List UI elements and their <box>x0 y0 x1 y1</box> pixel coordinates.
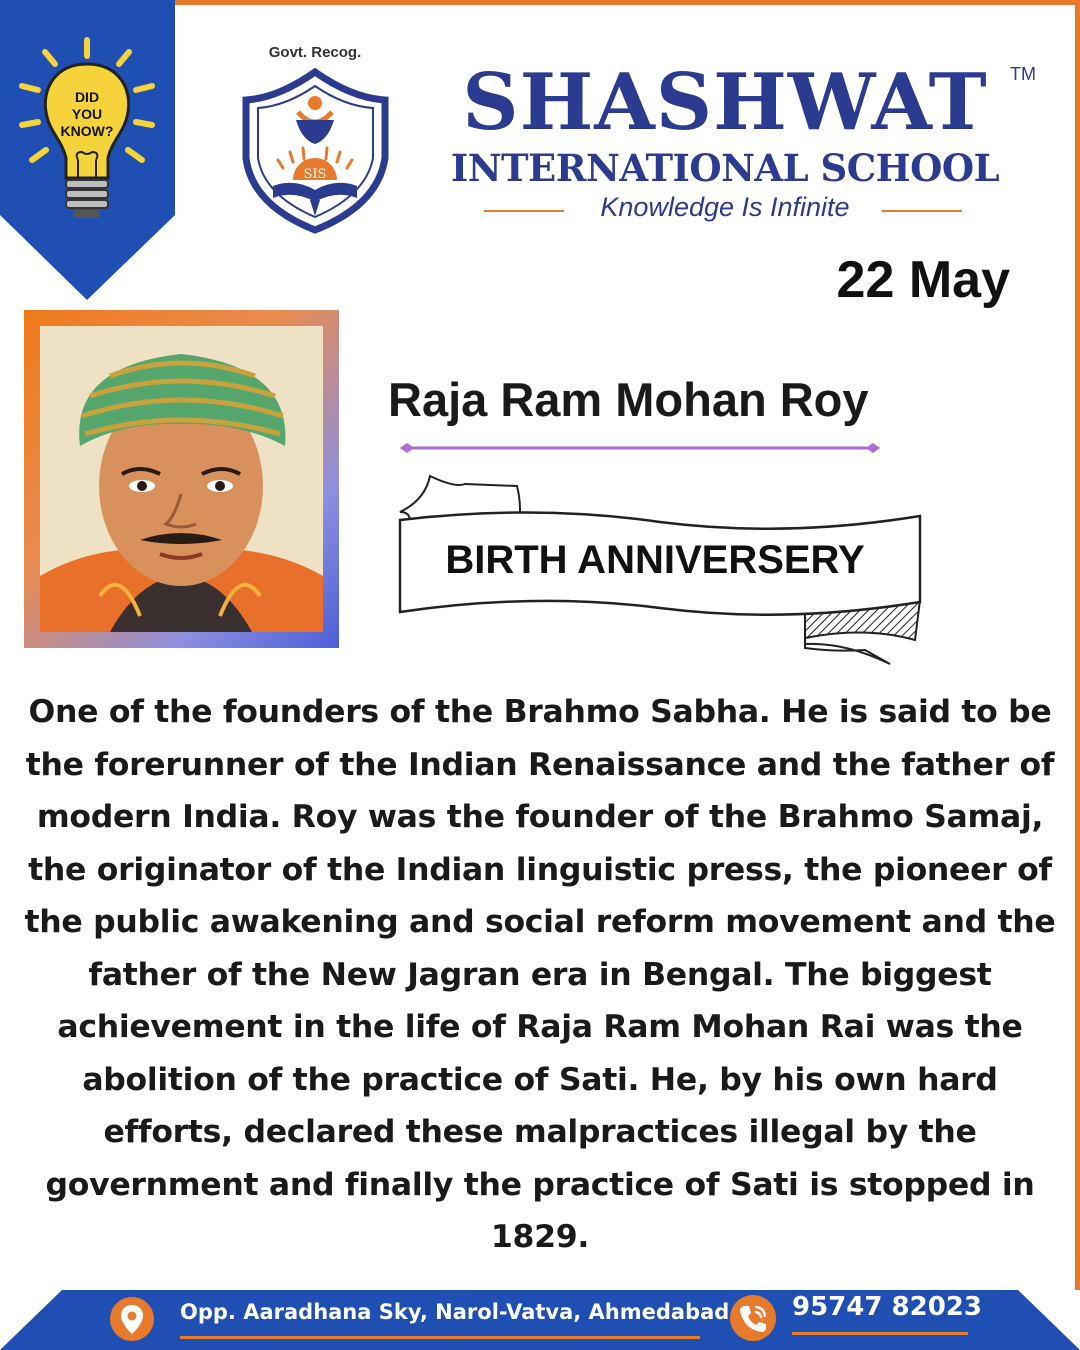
phone-call-icon <box>728 1293 778 1343</box>
occasion-label: BIRTH ANNIVERSERY <box>445 538 865 582</box>
tagline-rule-right <box>882 210 962 212</box>
person-name: Raja Ram Mohan Roy <box>388 373 869 426</box>
school-subtitle: INTERNATIONAL SCHOOL <box>450 146 1000 190</box>
banner-text-line3: KNOW? <box>60 123 114 139</box>
footer-address: Opp. Aaradhana Sky, Narol-Vatva, Ahmedabad <box>180 1300 730 1324</box>
right-border <box>1075 0 1080 1290</box>
school-emblem <box>238 40 393 235</box>
school-wordmark <box>440 57 1040 232</box>
portrait-frame <box>24 310 339 648</box>
footer-phone: 95747 82023 <box>792 1292 982 1322</box>
biography-text: One of the founders of the Brahmo Sabha. He is said to be the forerunner of the Indian Renaissance and the father of modern India. Roy was the founder of the Brahmo Samaj, the originator of the Indian linguistic press, the pioneer of the public awakening and social reform movement and the father of the New Jagran era in Bengal. The biggest achievement in the life of Raja Ram Mohan Rai was the abolition of the practice of Sati. He, by his own hard efforts, declared these malpractices illegal by the government and finally the practice of Sati is stopped in 1829. <box>24 694 1056 1255</box>
top-border <box>175 0 1080 5</box>
portrait-image <box>40 326 323 632</box>
banner-text-line2: YOU <box>71 106 103 122</box>
event-date: 22 May <box>836 251 1010 309</box>
school-name: SHASHWAT <box>462 57 988 148</box>
school-tagline: Knowledge Is Infinite <box>600 192 850 222</box>
trademark-mark: TM <box>1010 64 1036 84</box>
name-divider <box>400 442 880 454</box>
did-you-know-banner <box>0 0 175 300</box>
banner-text-line1: DID <box>74 89 100 105</box>
phone-underline <box>792 1332 968 1335</box>
location-pin-icon <box>108 1295 156 1343</box>
address-underline <box>180 1336 700 1339</box>
emblem-monogram: SIS <box>303 167 327 182</box>
govt-recog-label: Govt. Recog. <box>268 44 362 61</box>
